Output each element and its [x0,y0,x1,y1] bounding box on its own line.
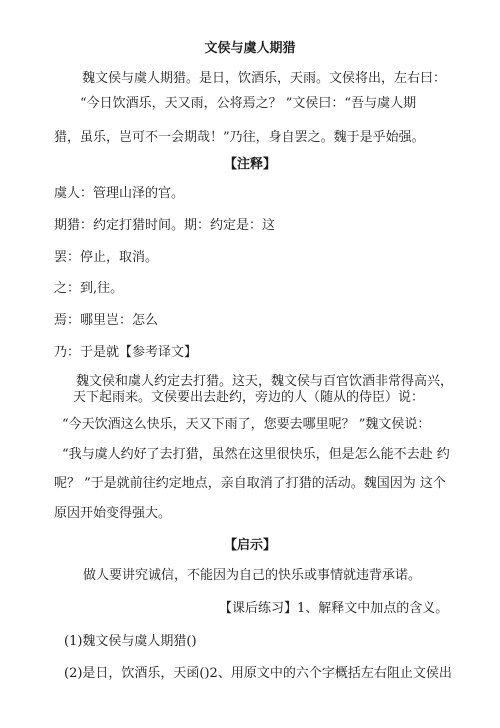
translation-line: “我与虞人约好了去打猎，虽然在这里很快乐，但是怎么能不去赴 约 [62,447,450,462]
note-item: 虞人：管理山泽的官。 [54,186,185,201]
insight-text: 做人要讲究诚信，不能因为自己的快乐或事情就违背承诺。 [83,568,422,583]
passage-line: 猎，虽乐，岂可不一会期哉！”乃往，身自罢之。魏于是乎始强。 [54,130,425,145]
passage-line: “今日饮酒乐，天又雨，公将焉之？ ”文侯曰：“吾与虞人期 [80,96,417,111]
translation-line: “今天饮酒这么快乐，天又下雨了，您要去哪里呢？ ”魏文侯说： [62,417,431,432]
note-item: 期猎：约定打猎时间。期：约定是：这 [54,218,276,233]
exercise-item: (2)是日，饮酒乐，天函()2、用原文中的六个字概括左右阻止文侯出 [64,666,452,681]
translation-line: 呢？ ”于是就前往约定地点，亲自取消了打猎的活动。魏国因为 这个 [54,476,446,491]
translation-line: 魏文侯和虞人约定去打猎。这天，魏文侯与百官饮酒非常得高兴， [76,374,454,389]
note-item: 罢：停止，取消。 [54,250,159,265]
note-item: 焉：哪里岂：怎么 [54,313,159,328]
exercise-heading: 【课后练习】1、解释文中加点的含义。 [219,601,449,616]
translation-line: 天下起雨来。文侯要出去赴约，旁边的人（随从的侍臣）说： [73,390,425,405]
notes-heading: 【注释】 [223,157,276,172]
note-item: 之：到,往。 [54,281,124,296]
exercise-item: (1)魏文侯与虞人期猎() [64,634,197,649]
passage-line: 魏文侯与虞人期猎。是日，饮酒乐，天雨。文侯将出，左右曰： [82,71,447,86]
translation-line: 原因开始变得强大。 [54,506,172,521]
insight-heading: 【启示】 [223,538,276,553]
document-title: 文侯与虞人期猎 [204,41,296,56]
note-item: 乃：于是就【参考译文】 [54,345,198,360]
